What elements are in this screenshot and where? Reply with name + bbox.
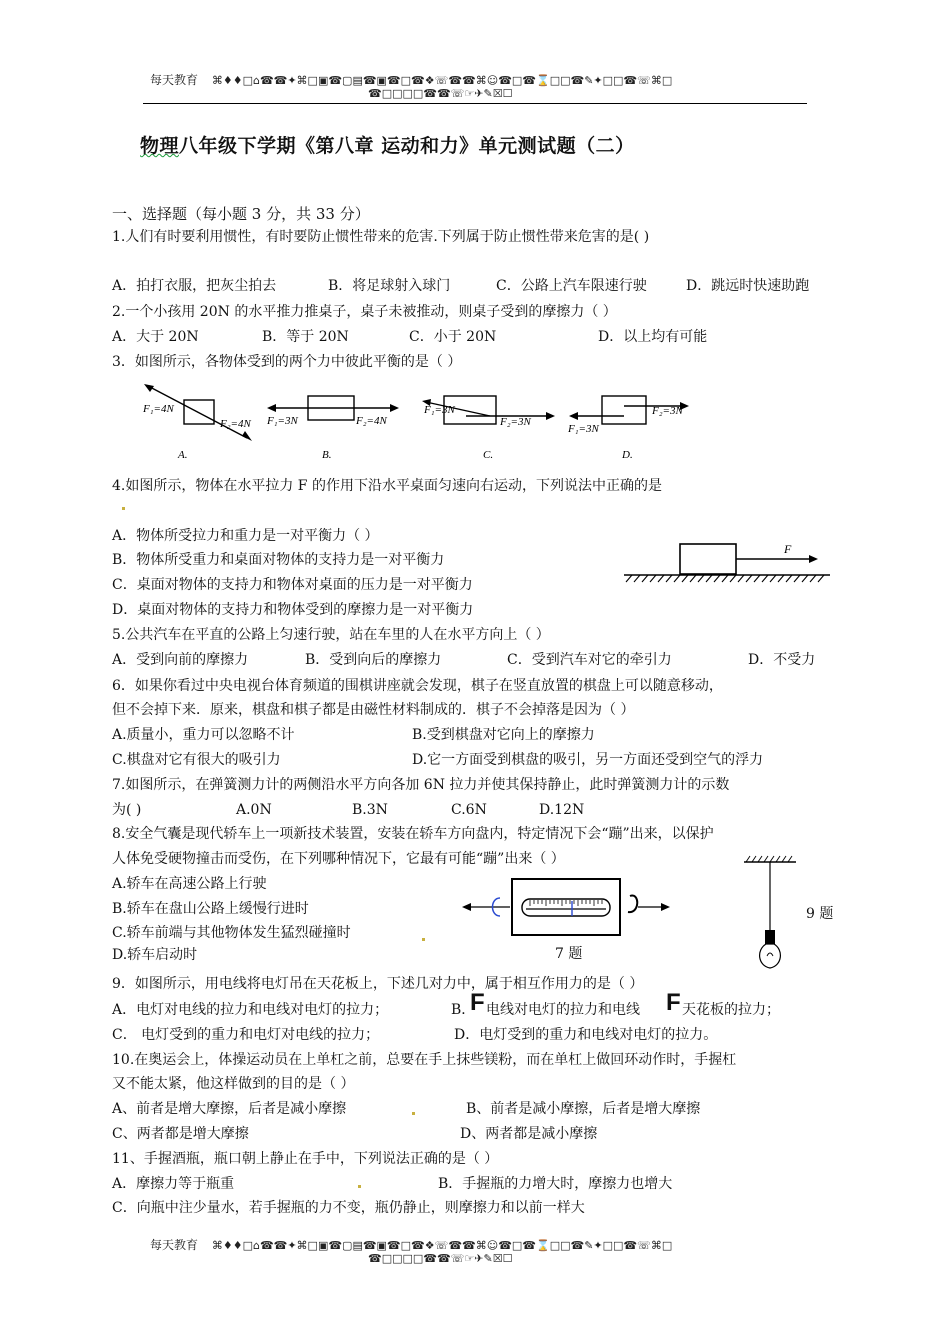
q9-option-b-prefix: B．: [451, 1002, 476, 1018]
q6-stem-1: 6．如果你看过中央电视台体育频道的围棋讲座就会发现，棋子在竖直放置的棋盘上可以随意移动，: [112, 678, 723, 694]
q3-d-label: D.: [622, 449, 633, 460]
q9-option-b-suffix: 天花板的拉力；: [682, 1002, 780, 1018]
q9-option-d: D．电灯受到的重力和电线对电灯的拉力。: [454, 1027, 718, 1043]
q5-option-d: D．不受力: [748, 652, 816, 668]
footer-line-2: [368, 1251, 512, 1265]
q1-option-d: D．跳远时快速助跑: [686, 278, 810, 294]
q3-d-f2: F₂=3N: [652, 405, 683, 417]
section-heading: 一、选择题（每小题 3 分，共 33 分）: [112, 205, 370, 223]
q2-option-a: A．大于 20N: [112, 329, 199, 345]
q8-stem-1: 8.安全气囊是现代轿车上一项新技术装置，安装在轿车方向盘内，特定情况下会“蹦”出来，以保护: [112, 826, 714, 842]
page-title: [140, 131, 635, 158]
q3-stem: 3．如图所示，各物体受到的两个力中彼此平衡的是（ ）: [112, 354, 462, 370]
q3-c-f2: F₂=3N: [500, 416, 531, 428]
q10-stem-1: 10.在奥运会上，体操运动员在上单杠之前，总要在手上抹些镁粉，而在单杠上做回环动作时，手握杠: [112, 1052, 737, 1068]
q4-option-c: C．桌面对物体的支持力和物体对桌面的压力是一对平衡力: [112, 577, 473, 593]
header-dings-2: ☎□□□□☎☎☏☞✈✎☒☐: [368, 87, 513, 100]
q2-option-d: D．以上均有可能: [598, 329, 708, 345]
q3-c-f1: F₁=3N: [424, 404, 455, 416]
q4-stem: 4.如图所示，物体在水平拉力 F 的作用下沿水平桌面匀速向右运动，下列说法中正确的是: [112, 478, 662, 494]
q9-figure-caption: 9 题: [806, 906, 834, 922]
q3-c-label: C.: [483, 449, 494, 460]
q8-option-c: C.轿车前端与其他物体发生猛烈碰撞时: [112, 925, 351, 941]
header-line-2: [368, 86, 512, 100]
q4-option-a: A．物体所受拉力和重力是一对平衡力（ ）: [112, 528, 379, 544]
footer-dings-2: ☎□□□□☎☎☏☞✈✎☒☐: [368, 1252, 513, 1265]
q5-option-a: A．受到向前的摩擦力: [112, 652, 249, 668]
q2-stem: 2.一个小孩用 20N 的水平推力推桌子，桌子未被推动，则桌子受到的摩擦力（ ）: [112, 304, 617, 320]
q3-a-label: A.: [178, 449, 188, 460]
header-rule: [143, 103, 807, 104]
q7-option-a: A.0N: [236, 802, 272, 818]
speck: [122, 507, 125, 510]
stray-letter-f: F: [470, 989, 485, 1016]
q3-b-f1: F₁=3N: [267, 415, 298, 427]
q1-stem: 1.人们有时要利用惯性，有时要防止惯性带来的危害.下列属于防止惯性带来危害的是( ): [112, 229, 650, 245]
q4-option-b: B．物体所受重力和桌面对物体的支持力是一对平衡力: [112, 552, 445, 568]
q3-d-f1: F₁=3N: [568, 423, 599, 435]
q7-stem-2: 为( ): [112, 802, 142, 818]
q8-stem-2: 人体免受硬物撞击而受伤，在下列哪种情况下，它最有可能“蹦”出来（ ）: [112, 851, 565, 867]
q3-b-label: B.: [322, 449, 332, 460]
q1-option-b: B．将足球射入球门: [328, 278, 451, 294]
q10-option-a: A、前者是增大摩擦，后者是减小摩擦: [112, 1101, 347, 1117]
q9-option-b-middle: 电线对电灯的拉力和电线: [486, 1002, 640, 1018]
q9-option-c: C． 电灯受到的重力和电灯对电线的拉力；: [112, 1027, 380, 1043]
q9-stem: 9．如图所示，用电线将电灯吊在天花板上，下述几对力中，属于相互作用力的是（ ）: [112, 976, 644, 992]
speck: [422, 938, 425, 941]
q9-option-a: A．电灯对电线的拉力和电线对电灯的拉力；: [112, 1002, 389, 1018]
q8-option-a: A.轿车在高速公路上行驶: [112, 876, 267, 892]
q11-option-c: C．向瓶中注少量水，若手握瓶的力不变，瓶仍静止，则摩擦力和以前一样大: [112, 1200, 585, 1216]
q7-stem-1: 7.如图所示，在弹簧测力计的两侧沿水平方向各加 6N 拉力并使其保持静止，此时弹簧测力计的示数: [112, 777, 730, 793]
speck: [412, 1112, 415, 1115]
footer-site: 每天教育: [150, 1238, 199, 1252]
q4-force-label: F: [784, 542, 792, 556]
q1-option-a: A．拍打衣服，把灰尘拍去: [112, 278, 277, 294]
q2-option-c: C．小于 20N: [409, 329, 497, 345]
q4-option-d: D．桌面对物体的支持力和物体受到的摩擦力是一对平衡力: [112, 602, 474, 618]
q6-option-a: A.质量小，重力可以忽略不计: [112, 727, 295, 743]
q7-option-c: C.6N: [451, 802, 487, 818]
q4-figure: [618, 534, 838, 594]
stray-letter-f: F: [666, 989, 681, 1016]
q2-option-b: B．等于 20N: [262, 329, 349, 345]
q10-option-b: B、前者是减小摩擦，后者是增大摩擦: [466, 1101, 701, 1117]
q8-option-b: B.轿车在盘山公路上缓慢行进时: [112, 901, 309, 917]
q3-figure-d: [566, 380, 706, 460]
q9-lamp-figure: [742, 854, 798, 974]
q3-figure-b: [264, 380, 404, 460]
q10-option-d: D、两者都是减小摩擦: [460, 1126, 598, 1142]
title-subject: 物理: [140, 135, 180, 157]
speck: [358, 1185, 361, 1188]
q3-a-f1: F₁=4N: [143, 403, 174, 415]
header-site: 每天教育: [150, 73, 199, 87]
q6-option-b: B.受到棋盘对它向上的摩擦力: [412, 727, 595, 743]
q3-figure-c: [420, 380, 560, 460]
q5-stem: 5.公共汽车在平直的公路上匀速行驶，站在车里的人在水平方向上（ ）: [112, 627, 550, 643]
q7-figure-caption: 7 题: [555, 946, 583, 962]
header-dings-1: ⌘♦♦□⌂☎☎✦⌘□▣☎▢▤☎▣☎□☎❖☏☎☎⌘☺☎□☎⌛□□☎✎✦□□☎☏⌘□: [211, 74, 673, 87]
title-main: 八年级下学期《第八章 运动和力》单元测试题（二）: [179, 135, 635, 157]
q3-a-f2: F₂=4N: [220, 418, 251, 430]
q3-b-f2: F₂=4N: [356, 415, 387, 427]
q5-option-b: B．受到向后的摩擦力: [305, 652, 442, 668]
q6-stem-2: 但不会掉下来．原来，棋盘和棋子都是由磁性材料制成的．棋子不会掉落是因为（ ）: [112, 702, 635, 718]
q7-spring-scale-figure: [460, 876, 680, 940]
q11-stem: 11、手握酒瓶，瓶口朝上静止在手中，下列说法正确的是（ ）: [112, 1151, 499, 1167]
q11-option-a: A．摩擦力等于瓶重: [112, 1176, 235, 1192]
q6-option-c: C.棋盘对它有很大的吸引力: [112, 752, 281, 768]
q10-stem-2: 又不能太紧，他这样做到的目的是（ ）: [112, 1076, 355, 1092]
q10-option-c: C、两者都是增大摩擦: [112, 1126, 249, 1142]
footer-dings-1: ⌘♦♦□⌂☎☎✦⌘□▣☎▢▤☎▣☎□☎❖☏☎☎⌘☺☎□☎⌛□□☎✎✦□□☎☏⌘□: [211, 1239, 673, 1252]
q8-option-d: D.轿车启动时: [112, 947, 198, 963]
q5-option-c: C．受到汽车对它的牵引力: [507, 652, 672, 668]
q6-option-d: D.它一方面受到棋盘的吸引，另一方面还受到空气的浮力: [412, 752, 764, 768]
q3-figure-a: [142, 380, 272, 460]
q7-option-d: D.12N: [539, 802, 585, 818]
q1-option-c: C．公路上汽车限速行驶: [496, 278, 647, 294]
q11-option-b: B．手握瓶的力增大时，摩擦力也增大: [438, 1176, 673, 1192]
q7-option-b: B.3N: [352, 802, 388, 818]
